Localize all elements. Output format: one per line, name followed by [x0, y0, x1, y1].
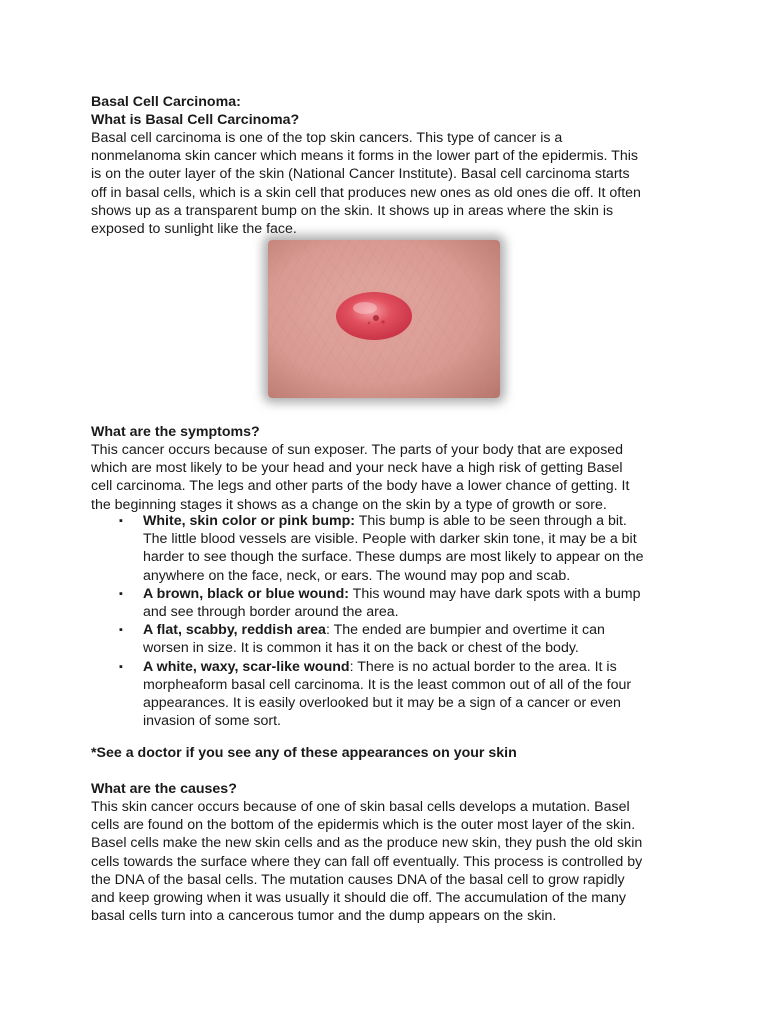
paragraph-line: exposed to sunlight like the face.	[91, 221, 297, 238]
symptoms-paragraph	[91, 441, 691, 514]
paragraph-line: is on the outer layer of the skin (National Cancer Institute). Basal cell carcinoma starts	[91, 166, 630, 183]
paragraph-line: nonmelanoma skin cancer which means it forms in the lower part of the epidermis. This	[91, 148, 638, 165]
paragraph-line: and keep growing when it was usually it should die off. The accumulation of the many	[91, 890, 626, 907]
paragraph-line: shows up as a transparent bump on the skin. It shows up in areas where the skin is	[91, 202, 614, 219]
skin-lesion-photo	[268, 240, 500, 398]
intro-paragraph	[91, 129, 691, 238]
bullet-marker: ▪	[119, 515, 123, 527]
symptoms-section-header	[91, 423, 691, 441]
list-item	[119, 512, 683, 585]
list-item	[119, 621, 683, 657]
doctor-note	[91, 744, 691, 762]
causes-paragraph	[91, 798, 691, 925]
paragraph-line: cell carcinoma. The legs and other parts of the body have a lower chance of getting. It	[91, 478, 630, 495]
symptoms-bullet-list	[119, 512, 683, 730]
bullet-text: : The ended are bumpier and overtime it can	[325, 622, 605, 639]
paragraph-line: cells are found on the bottom of the epidermis which is the outer most layer of the skin.	[91, 817, 636, 834]
paragraph-line: This skin cancer occurs because of one of skin basal cells develops a mutation. Basel	[91, 799, 630, 815]
list-item	[119, 658, 683, 731]
bullet-line: morpheaform basal cell carcinoma. It is the least common out of all of the four	[143, 676, 632, 693]
doctor-note-text: *See a doctor if you see any of these appearances on your skin	[91, 745, 517, 761]
bullet-term: A brown, black or blue wound:	[143, 585, 349, 602]
bullet-text: This bump is able to be seen through a bit.	[355, 513, 627, 529]
document-title: Basal Cell Carcinoma:	[91, 94, 241, 110]
bullet-line: invasion of some sort.	[143, 713, 281, 730]
causes-heading: What are the causes?	[91, 781, 237, 797]
bullet-line: anywhere on the face, neck, or ears. The wound may pop and scab.	[143, 567, 571, 584]
bullet-line: and see through border around the area.	[143, 604, 399, 621]
intro-heading: What is Basal Cell Carcinoma?	[91, 112, 300, 129]
bullet-text: This wound may have dark spots with a bump	[348, 585, 641, 602]
paragraph-line: the DNA of the basal cells. The mutation causes DNA of the basal cell to grow rapidly	[91, 871, 625, 888]
bullet-marker: ▪	[119, 660, 123, 673]
bullet-line: harder to see though the surface. These dumps are most likely to appear on the	[143, 549, 644, 566]
paragraph-line: which are most likely to be your head and your neck have a high risk of getting Basel	[91, 460, 623, 477]
bullet-text: : There is no actual border to the area. It is	[349, 658, 617, 675]
symptoms-heading: What are the symptoms?	[91, 424, 260, 440]
paragraph-line: This cancer occurs because of sun exposer. The parts of your body that are exposed	[91, 442, 624, 458]
bullet-line: appearances. It is easily overlooked but it may be a sign of a cancer or even	[143, 695, 621, 712]
paragraph-line: off in basal cells, which is a skin cell that produces new ones as old ones die off. It often	[91, 184, 641, 201]
paragraph-line: Basal cell carcinoma is one of the top skin cancers. This type of cancer is a	[91, 130, 563, 146]
paragraph-line: the beginning stages it shows as a change on the skin by a type of growth or sore.	[91, 496, 607, 513]
bullet-term: A flat, scabby, reddish area	[143, 622, 326, 639]
paragraph-line: Basel cells make the new skin cells and as the produce new skin, they push the old skin	[91, 835, 643, 852]
paragraph-line: cells towards the surface where they can fall off eventually. This process is controlled by	[91, 853, 643, 870]
bullet-line: The little blood vessels are visible. People with darker skin tone, it may be a bit	[143, 531, 637, 548]
title-section	[91, 93, 691, 129]
bullet-term: White, skin color or pink bump:	[143, 513, 356, 529]
bullet-marker: ▪	[119, 624, 123, 637]
bullet-marker: ▪	[119, 587, 123, 600]
list-item	[119, 585, 683, 621]
causes-section-header	[91, 780, 691, 798]
bullet-line: worsen in size. It is common it has it on the back or chest of the body.	[143, 640, 579, 657]
bullet-term: A white, waxy, scar-like wound	[143, 658, 350, 675]
skin-lesion-image	[268, 240, 500, 398]
paragraph-line: basal cells turn into a cancerous tumor and the dump appears on the skin.	[91, 908, 557, 925]
